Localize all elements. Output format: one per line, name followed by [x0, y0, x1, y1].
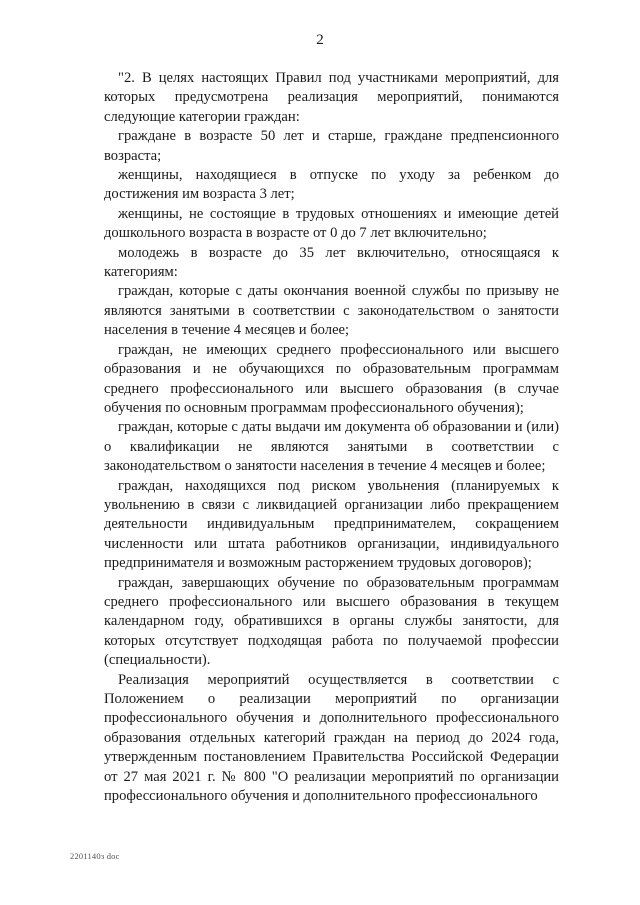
- paragraph-intro: "2. В целях настоящих Правил под участниками мероприятий, для которых предусмотрена реализация мероприятий, понимаются следующие категории граждан:: [104, 70, 559, 125]
- document-code: 2201140з doc: [70, 851, 120, 861]
- paragraph-category-women-children: женщины, не состоящие в трудовых отношениях и имеющие детей дошкольного возраста в возрасте от 0 до 7 лет включительно;: [104, 205, 559, 242]
- paragraph-youth-military: граждан, которые с даты окончания военной службы по призыву не являются занятыми в соответствии с законодательством о занятости населения в течение 4 месяцев и более;: [104, 283, 559, 339]
- paragraph-youth-graduates: граждан, которые с даты выдачи им документа об образовании и (или) о квалификации не являются занятыми в соответствии с законодательством о занятости населения в течение 4 месяцев и более;: [104, 419, 559, 475]
- page-number: 2: [316, 32, 324, 48]
- paragraph-risk-dismissal: граждан, находящихся под риском увольнения (планируемых к увольнению в связи с ликвидацией организации либо прекращением деятельности индивидуальным предпринимателем, сокращением численности или штата работников организации, индивидуального предпринимателя и возможным расторжением трудовых договоров);: [104, 477, 559, 572]
- paragraph-category-50-plus: граждане в возрасте 50 лет и старше, граждане предпенсионного возраста;: [104, 128, 559, 164]
- paragraph-category-youth: молодежь в возрасте до 35 лет включительно, относящаяся к категориям:: [104, 244, 559, 281]
- paragraph-youth-no-education: граждан, не имеющих среднего профессионального или высшего образования и не обучающихся по образовательным программам среднего профессионального или высшего образования (в случае обучения по основным программам профессионального обучения);: [104, 341, 559, 416]
- document-body: [104, 69, 559, 806]
- paragraph-category-women-leave: женщины, находящиеся в отпуске по уходу за ребенком до достижения им возраста 3 лет;: [104, 167, 559, 203]
- paragraph-implementation: Реализация мероприятий осуществляется в соответствии с Положением о реализации мероприятий по организации профессионального обучения и дополнительного профессионального образования отдельных категорий граждан на период до 2024 года, утвержденным постановлением Правительства Российской Федерации от 27 мая 2021 г. № 800 "О реализации мероприятий по организации профессионального обучения и дополнительного профессионального: [104, 671, 559, 805]
- paragraph-completing-education: граждан, завершающих обучение по образовательным программам среднего профессионального или высшего образования в текущем календарном году, обратившихся в органы службы занятости, для которых отсутствует подходящая работа по получаемой профессии (специальности).: [104, 574, 559, 669]
